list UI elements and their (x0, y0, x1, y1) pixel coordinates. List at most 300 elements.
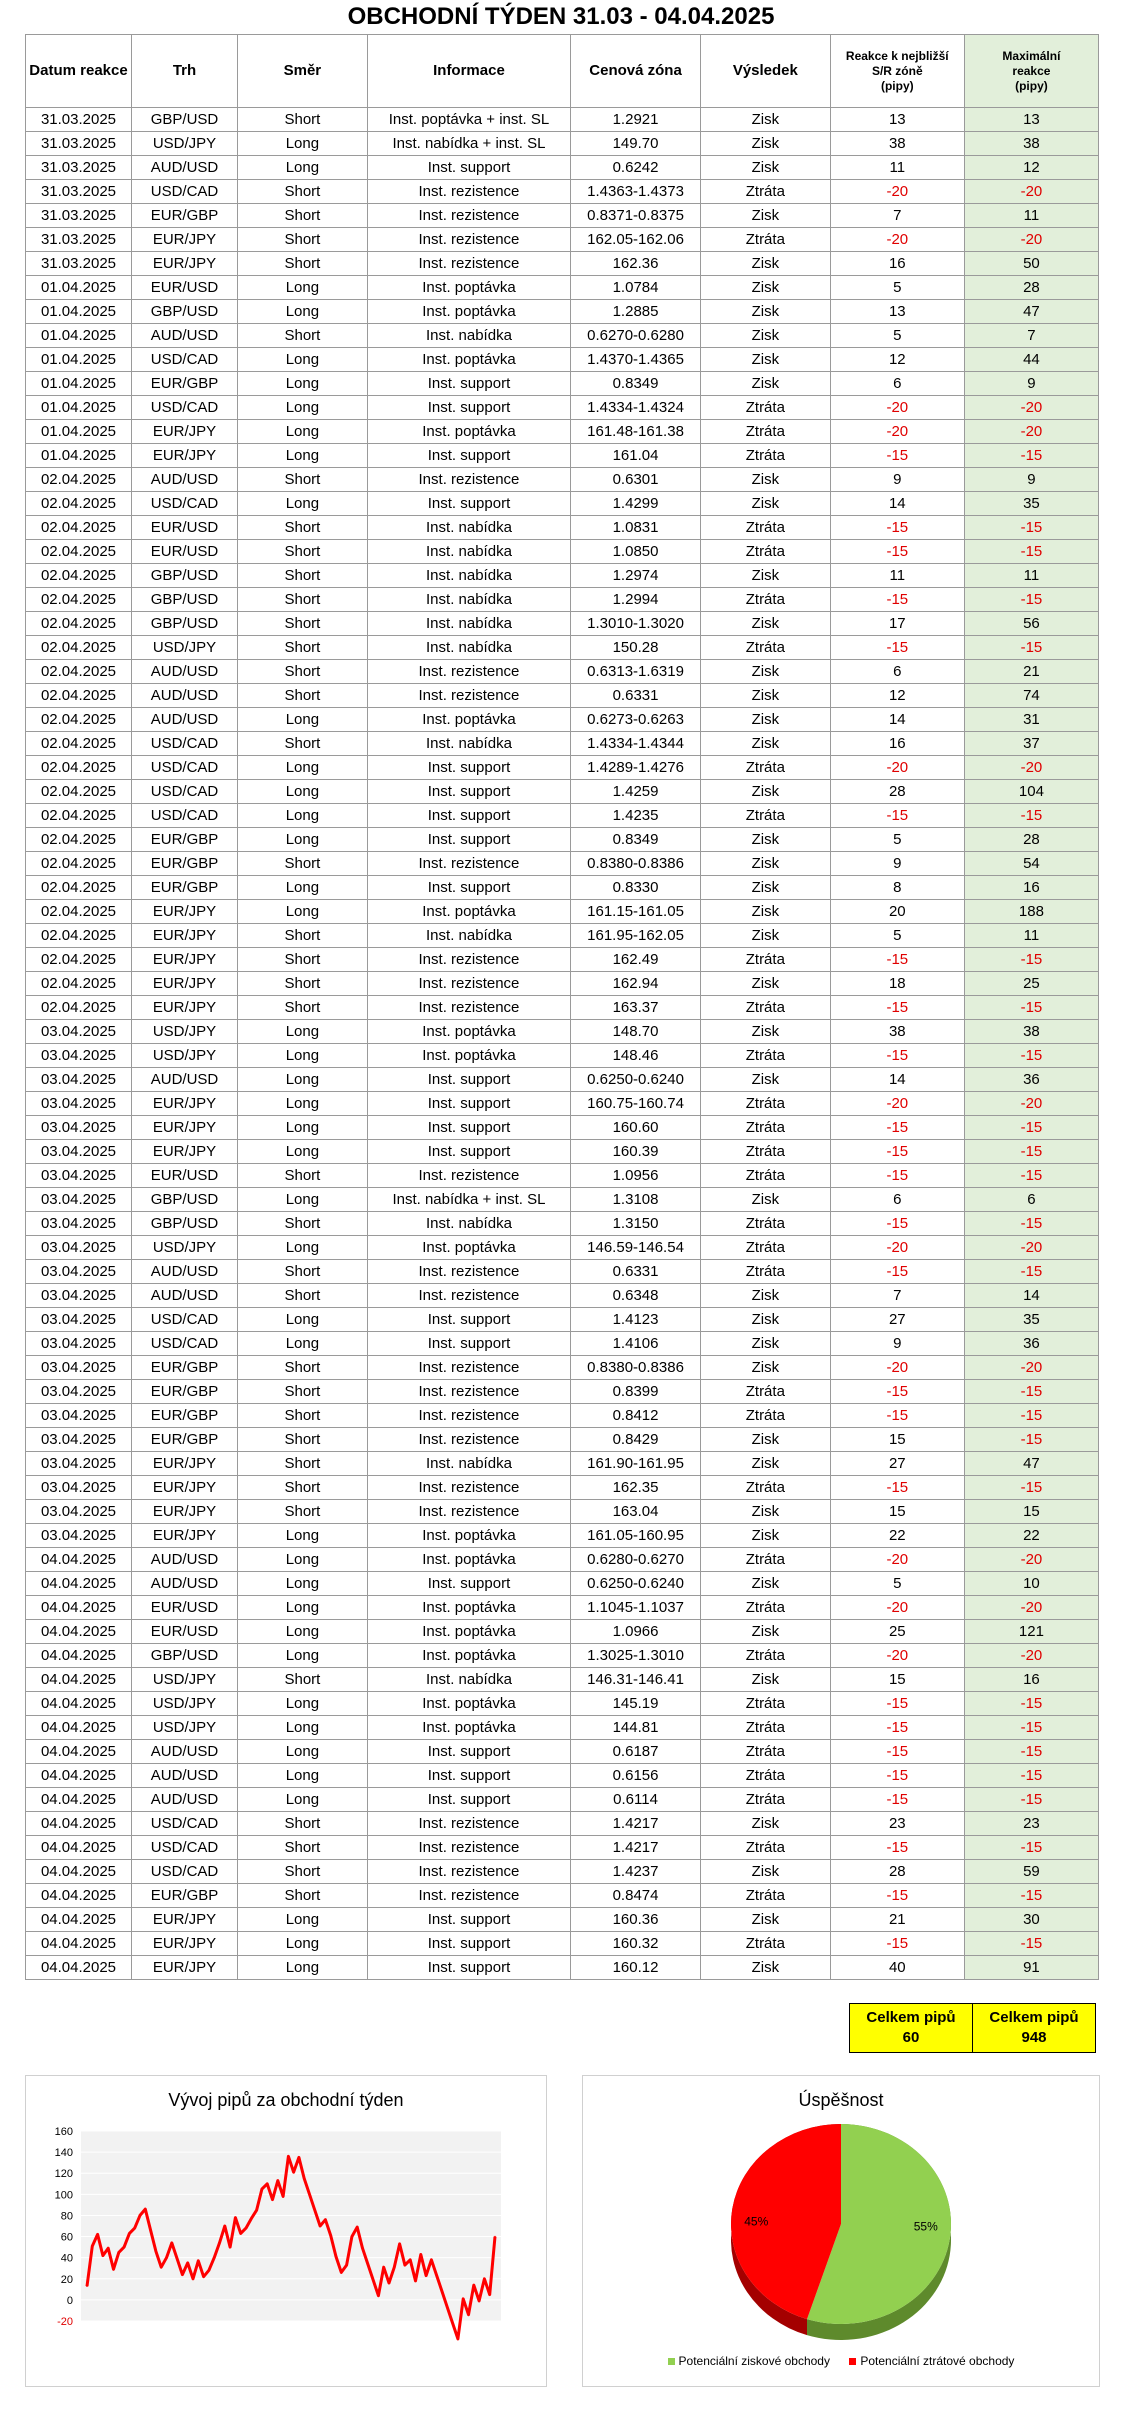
header-reaction (830, 35, 964, 108)
cell-max-reaction: -20 (964, 1356, 1098, 1380)
cell-reaction: -15 (830, 444, 964, 468)
data-point (113, 2268, 115, 2270)
cell-info: Inst. nabídka (367, 1668, 570, 1692)
cell-market: EUR/JPY (132, 972, 238, 996)
cell-info: Inst. poptávka (367, 348, 570, 372)
cell-zone: 161.48-161.38 (571, 420, 701, 444)
header-info: Informace (367, 35, 570, 108)
cell-direction: Short (238, 1260, 368, 1284)
cell-max-reaction: -15 (964, 1740, 1098, 1764)
cell-zone: 1.4299 (571, 492, 701, 516)
data-point (219, 2242, 221, 2244)
cell-reaction: 5 (830, 324, 964, 348)
cell-direction: Long (238, 396, 368, 420)
cell-market: GBP/USD (132, 1644, 238, 1668)
cell-direction: Long (238, 876, 368, 900)
cell-info: Inst. poptávka (367, 1548, 570, 1572)
cell-reaction: -20 (830, 756, 964, 780)
cell-market: EUR/JPY (132, 948, 238, 972)
cell-reaction: 5 (830, 924, 964, 948)
cell-date: 31.03.2025 (26, 204, 132, 228)
cell-market: USD/JPY (132, 1716, 238, 1740)
cell-direction: Short (238, 996, 368, 1020)
cell-direction: Short (238, 636, 368, 660)
cell-reaction: -15 (830, 1884, 964, 1908)
cell-zone: 0.6156 (571, 1764, 701, 1788)
cell-market: USD/JPY (132, 1236, 238, 1260)
data-point (404, 2264, 406, 2266)
table-row (26, 396, 1099, 420)
cell-direction: Long (238, 156, 368, 180)
cell-max-reaction: 9 (964, 372, 1098, 396)
cell-market: EUR/JPY (132, 996, 238, 1020)
cell-direction: Short (238, 1404, 368, 1428)
cell-date: 03.04.2025 (26, 1020, 132, 1044)
table-row (26, 852, 1099, 876)
cell-market: EUR/JPY (132, 1524, 238, 1548)
table-row (26, 1548, 1099, 1572)
cell-reaction: -20 (830, 1548, 964, 1572)
cell-date: 04.04.2025 (26, 1956, 132, 1980)
cell-market: GBP/USD (132, 612, 238, 636)
cell-result: Zisk (700, 468, 830, 492)
cell-market: EUR/JPY (132, 252, 238, 276)
cell-result: Ztráta (700, 1116, 830, 1140)
cell-result: Zisk (700, 1524, 830, 1548)
cell-reaction: -15 (830, 540, 964, 564)
cell-zone: 160.60 (571, 1116, 701, 1140)
cell-date: 03.04.2025 (26, 1332, 132, 1356)
cell-direction: Long (238, 1092, 368, 1116)
cell-max-reaction: 54 (964, 852, 1098, 876)
table-row (26, 1500, 1099, 1524)
cell-direction: Short (238, 612, 368, 636)
table-row (26, 1404, 1099, 1428)
data-point (139, 2215, 141, 2217)
cell-result: Ztráta (700, 1596, 830, 1620)
cell-info: Inst. rezistence (367, 1260, 570, 1284)
table-row (26, 780, 1099, 804)
cell-info: Inst. rezistence (367, 1284, 570, 1308)
cell-info: Inst. support (367, 1116, 570, 1140)
cell-max-reaction: -20 (964, 1092, 1098, 1116)
cell-market: EUR/JPY (132, 1116, 238, 1140)
table-row (26, 1380, 1099, 1404)
cell-result: Ztráta (700, 1380, 830, 1404)
cell-info: Inst. rezistence (367, 1380, 570, 1404)
cell-date: 02.04.2025 (26, 660, 132, 684)
cell-zone: 0.8380-0.8386 (571, 1356, 701, 1380)
cell-zone: 149.70 (571, 132, 701, 156)
cell-info: Inst. poptávka (367, 1692, 570, 1716)
cell-date: 03.04.2025 (26, 1212, 132, 1236)
cell-max-reaction: 10 (964, 1572, 1098, 1596)
cell-date: 04.04.2025 (26, 1860, 132, 1884)
cell-date: 02.04.2025 (26, 900, 132, 924)
cell-reaction: 16 (830, 732, 964, 756)
table-row (26, 1164, 1099, 1188)
cell-market: USD/JPY (132, 636, 238, 660)
cell-zone: 144.81 (571, 1716, 701, 1740)
data-point (431, 2259, 433, 2261)
cell-market: EUR/JPY (132, 1908, 238, 1932)
cell-result: Ztráta (700, 636, 830, 660)
cell-date: 01.04.2025 (26, 276, 132, 300)
table-row (26, 1572, 1099, 1596)
cell-reaction: 5 (830, 276, 964, 300)
data-point (277, 2180, 279, 2182)
cell-result: Ztráta (700, 996, 830, 1020)
cell-market: USD/JPY (132, 1044, 238, 1068)
cell-reaction: 27 (830, 1452, 964, 1476)
cell-market: GBP/USD (132, 588, 238, 612)
cell-max-reaction: -15 (964, 1116, 1098, 1140)
cell-direction: Long (238, 708, 368, 732)
cell-info: Inst. rezistence (367, 852, 570, 876)
cell-reaction: -15 (830, 1836, 964, 1860)
cell-max-reaction: 44 (964, 348, 1098, 372)
cell-info: Inst. rezistence (367, 996, 570, 1020)
data-point (452, 2322, 454, 2324)
cell-date: 04.04.2025 (26, 1644, 132, 1668)
data-point (372, 2279, 374, 2281)
table-row (26, 1932, 1099, 1956)
cell-market: AUD/USD (132, 660, 238, 684)
cell-max-reaction: -20 (964, 228, 1098, 252)
table-row (26, 1884, 1099, 1908)
cell-info: Inst. nabídka (367, 612, 570, 636)
table-row (26, 444, 1099, 468)
cell-market: AUD/USD (132, 708, 238, 732)
cell-market: AUD/USD (132, 1740, 238, 1764)
data-point (91, 2245, 93, 2247)
data-point (314, 2209, 316, 2211)
table-row (26, 684, 1099, 708)
cell-zone: 1.3025-1.3010 (571, 1644, 701, 1668)
cell-info: Inst. support (367, 492, 570, 516)
y-tick-label: 80 (60, 2210, 73, 2223)
cell-market: USD/JPY (132, 132, 238, 156)
cell-date: 02.04.2025 (26, 468, 132, 492)
cell-reaction: 9 (830, 1332, 964, 1356)
cell-zone: 0.6270-0.6280 (571, 324, 701, 348)
cell-result: Zisk (700, 156, 830, 180)
cell-info: Inst. rezistence (367, 1860, 570, 1884)
cell-date: 02.04.2025 (26, 852, 132, 876)
y-tick-label: 20 (60, 2273, 73, 2286)
y-tick-label: 60 (60, 2231, 73, 2244)
cell-result: Ztráta (700, 1788, 830, 1812)
cell-market: EUR/GBP (132, 828, 238, 852)
cell-max-reaction: -15 (964, 1716, 1098, 1740)
cell-max-reaction: -15 (964, 1212, 1098, 1236)
y-tick-label: 0 (66, 2294, 73, 2307)
cell-market: GBP/USD (132, 108, 238, 132)
cell-result: Zisk (700, 1068, 830, 1092)
cell-info: Inst. support (367, 1332, 570, 1356)
table-row (26, 324, 1099, 348)
cell-info: Inst. support (367, 780, 570, 804)
cell-reaction: -15 (830, 1260, 964, 1284)
cell-zone: 0.6250-0.6240 (571, 1068, 701, 1092)
cell-market: EUR/JPY (132, 228, 238, 252)
cell-direction: Short (238, 108, 368, 132)
cell-result: Zisk (700, 1572, 830, 1596)
y-tick-label: 100 (54, 2189, 73, 2202)
header-reaction-unit: (pipy) (880, 78, 914, 93)
y-tick-label: 160 (54, 2126, 73, 2138)
cell-result: Ztráta (700, 444, 830, 468)
cell-result: Ztráta (700, 1476, 830, 1500)
cell-info: Inst. poptávka (367, 1524, 570, 1548)
table-row (26, 276, 1099, 300)
legend-label-loss: Potenciální ztrátové obchody (860, 2354, 1015, 2368)
cell-direction: Long (238, 804, 368, 828)
cell-reaction: -15 (830, 1044, 964, 1068)
cell-date: 02.04.2025 (26, 972, 132, 996)
data-point (256, 2209, 258, 2211)
data-point (107, 2247, 109, 2249)
cell-date: 02.04.2025 (26, 708, 132, 732)
cell-result: Zisk (700, 1332, 830, 1356)
cell-zone: 1.0784 (571, 276, 701, 300)
cell-direction: Long (238, 372, 368, 396)
data-point (462, 2298, 464, 2300)
cell-direction: Short (238, 1212, 368, 1236)
cell-max-reaction: 6 (964, 1188, 1098, 1212)
cell-result: Zisk (700, 1860, 830, 1884)
cell-result: Ztráta (700, 396, 830, 420)
cell-result: Zisk (700, 1812, 830, 1836)
cell-reaction: 12 (830, 348, 964, 372)
cell-result: Zisk (700, 732, 830, 756)
cell-info: Inst. poptávka (367, 1044, 570, 1068)
data-point (420, 2254, 422, 2256)
data-point (309, 2194, 311, 2196)
cell-info: Inst. rezistence (367, 1356, 570, 1380)
data-point (134, 2227, 136, 2229)
cell-result: Zisk (700, 1188, 830, 1212)
cell-reaction: 15 (830, 1428, 964, 1452)
cell-reaction: -20 (830, 1092, 964, 1116)
cell-direction: Long (238, 1236, 368, 1260)
cell-date: 03.04.2025 (26, 1404, 132, 1428)
cell-zone: 0.6313-1.6319 (571, 660, 701, 684)
cell-date: 01.04.2025 (26, 300, 132, 324)
cell-direction: Long (238, 1764, 368, 1788)
table-row (26, 300, 1099, 324)
cell-reaction: 38 (830, 1020, 964, 1044)
cell-zone: 0.6280-0.6270 (571, 1548, 701, 1572)
cell-zone: 162.05-162.06 (571, 228, 701, 252)
cell-zone: 0.8371-0.8375 (571, 204, 701, 228)
cell-result: Zisk (700, 348, 830, 372)
cell-direction: Short (238, 204, 368, 228)
cell-direction: Long (238, 780, 368, 804)
cell-market: USD/CAD (132, 804, 238, 828)
legend-label-profit: Potenciální ziskové obchody (678, 2354, 830, 2368)
cell-max-reaction: -15 (964, 636, 1098, 660)
header-direction: Směr (238, 35, 368, 108)
cell-max-reaction: -15 (964, 1044, 1098, 1068)
cell-date: 01.04.2025 (26, 324, 132, 348)
cell-max-reaction: -15 (964, 1140, 1098, 1164)
cell-reaction: 15 (830, 1668, 964, 1692)
table-row (26, 588, 1099, 612)
cell-reaction: -15 (830, 804, 964, 828)
cell-direction: Short (238, 1452, 368, 1476)
cell-date: 01.04.2025 (26, 348, 132, 372)
cell-reaction: -15 (830, 516, 964, 540)
cell-reaction: 12 (830, 684, 964, 708)
cell-zone: 1.4334-1.4344 (571, 732, 701, 756)
cell-zone: 161.05-160.95 (571, 1524, 701, 1548)
cell-direction: Long (238, 1068, 368, 1092)
data-point (176, 2258, 178, 2260)
cell-info: Inst. support (367, 828, 570, 852)
cell-max-reaction: 38 (964, 1020, 1098, 1044)
cell-reaction: 8 (830, 876, 964, 900)
cell-reaction: 14 (830, 1068, 964, 1092)
cell-date: 04.04.2025 (26, 1908, 132, 1932)
data-point (144, 2208, 146, 2210)
cell-market: EUR/JPY (132, 924, 238, 948)
cell-info: Inst. rezistence (367, 228, 570, 252)
cell-zone: 160.12 (571, 1956, 701, 1980)
cell-info: Inst. nabídka (367, 732, 570, 756)
cell-zone: 1.3150 (571, 1212, 701, 1236)
cell-max-reaction: -15 (964, 588, 1098, 612)
cell-info: Inst. nabídka (367, 636, 570, 660)
cell-zone: 1.0831 (571, 516, 701, 540)
data-point (240, 2233, 242, 2235)
data-point (235, 2217, 237, 2219)
cell-market: AUD/USD (132, 468, 238, 492)
cell-max-reaction: 12 (964, 156, 1098, 180)
cell-reaction: 7 (830, 1284, 964, 1308)
cell-max-reaction: 7 (964, 324, 1098, 348)
cell-info: Inst. poptávka (367, 1596, 570, 1620)
header-max-unit: (pipy) (1015, 78, 1048, 93)
cell-reaction: 6 (830, 372, 964, 396)
header-zone: Cenová zóna (571, 35, 701, 108)
cell-info: Inst. support (367, 1764, 570, 1788)
table-row (26, 204, 1099, 228)
cell-reaction: 18 (830, 972, 964, 996)
cell-info: Inst. rezistence (367, 180, 570, 204)
cell-date: 03.04.2025 (26, 1284, 132, 1308)
cell-reaction: -15 (830, 1212, 964, 1236)
cell-reaction: 25 (830, 1620, 964, 1644)
cell-result: Ztráta (700, 1716, 830, 1740)
cell-market: GBP/USD (132, 1188, 238, 1212)
cell-date: 03.04.2025 (26, 1524, 132, 1548)
cell-zone: 0.8380-0.8386 (571, 852, 701, 876)
data-point (351, 2236, 353, 2238)
cell-max-reaction: -15 (964, 1380, 1098, 1404)
cell-direction: Short (238, 1812, 368, 1836)
trades-body (26, 108, 1099, 1980)
cell-max-reaction: -15 (964, 1476, 1098, 1500)
table-row (26, 1836, 1099, 1860)
data-point (319, 2225, 321, 2227)
cell-market: AUD/USD (132, 156, 238, 180)
cell-result: Zisk (700, 108, 830, 132)
cell-direction: Long (238, 1020, 368, 1044)
cell-info: Inst. rezistence (367, 1812, 570, 1836)
cell-zone: 160.36 (571, 1908, 701, 1932)
cell-result: Zisk (700, 1428, 830, 1452)
cell-result: Ztráta (700, 1092, 830, 1116)
cell-info: Inst. poptávka (367, 708, 570, 732)
cell-result: Ztráta (700, 756, 830, 780)
table-row (26, 876, 1099, 900)
cell-zone: 0.6273-0.6263 (571, 708, 701, 732)
cell-market: EUR/GBP (132, 372, 238, 396)
cell-date: 02.04.2025 (26, 996, 132, 1020)
cell-result: Zisk (700, 1908, 830, 1932)
cell-info: Inst. support (367, 1932, 570, 1956)
cell-info: Inst. support (367, 1908, 570, 1932)
table-row (26, 1860, 1099, 1884)
cell-reaction: -20 (830, 1596, 964, 1620)
cell-market: EUR/USD (132, 1620, 238, 1644)
cell-max-reaction: 25 (964, 972, 1098, 996)
cell-max-reaction: 16 (964, 876, 1098, 900)
cell-direction: Short (238, 660, 368, 684)
legend-item-loss (849, 2354, 1014, 2368)
cell-reaction: -20 (830, 396, 964, 420)
cell-reaction: -15 (830, 1788, 964, 1812)
cell-result: Ztráta (700, 588, 830, 612)
cell-zone: 0.6114 (571, 1788, 701, 1812)
header-result: Výsledek (700, 35, 830, 108)
cell-zone: 148.46 (571, 1044, 701, 1068)
table-row (26, 828, 1099, 852)
table-row (26, 1068, 1099, 1092)
cell-result: Ztráta (700, 180, 830, 204)
data-point (367, 2263, 369, 2265)
cell-market: USD/CAD (132, 1332, 238, 1356)
header-max-line2: reakce (1012, 63, 1051, 78)
cell-zone: 1.1045-1.1037 (571, 1596, 701, 1620)
cell-max-reaction: -15 (964, 1764, 1098, 1788)
table-row (26, 1908, 1099, 1932)
data-point (346, 2264, 348, 2266)
cell-result: Ztráta (700, 948, 830, 972)
cell-market: EUR/GBP (132, 876, 238, 900)
data-point (118, 2252, 120, 2254)
cell-direction: Long (238, 1188, 368, 1212)
table-row (26, 756, 1099, 780)
cell-info: Inst. support (367, 876, 570, 900)
cell-reaction: -15 (830, 1140, 964, 1164)
cell-info: Inst. poptávka (367, 1644, 570, 1668)
cell-max-reaction: -15 (964, 996, 1098, 1020)
cell-direction: Long (238, 900, 368, 924)
table-row (26, 1236, 1099, 1260)
cell-zone: 1.4363-1.4373 (571, 180, 701, 204)
cell-direction: Long (238, 348, 368, 372)
cell-info: Inst. rezistence (367, 1404, 570, 1428)
cell-zone: 162.94 (571, 972, 701, 996)
cell-market: GBP/USD (132, 564, 238, 588)
cell-market: EUR/USD (132, 1164, 238, 1188)
cell-result: Ztráta (700, 1932, 830, 1956)
cell-reaction: 16 (830, 252, 964, 276)
cell-date: 03.04.2025 (26, 1476, 132, 1500)
cell-market: USD/CAD (132, 348, 238, 372)
